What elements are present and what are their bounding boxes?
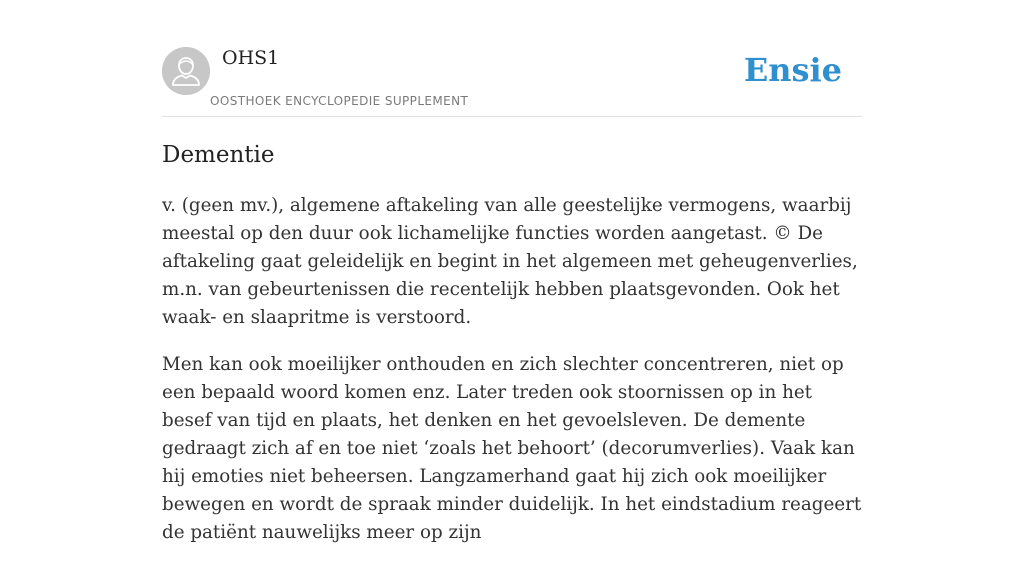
user-icon — [162, 47, 210, 95]
article-body — [162, 192, 864, 566]
article-paragraph: v. (geen mv.), algemene aftakeling van alle geestelijke vermogens, waarbij meestal op den duur ook lichamelijke functies worden aangetast. © De aftakeling gaat geleidelijk en begint in het algemeen met geheugenverlies, m.n. van gebeurtenissen die recentelijk hebben plaatsgevonden. Ook het waak- en slaapritme is verstoord. — [162, 195, 858, 328]
article-title: Dementie — [162, 142, 275, 168]
account-name[interactable]: OHS1 — [222, 47, 280, 69]
article-paragraph: Men kan ook moeilijker onthouden en zich slechter concentreren, niet op een bepaald woord komen enz. Later treden ook stoornissen op in het besef van tijd en plaats, het denken en het gevoelsleven. De demente gedraagt zich af en toe niet ‘zoals het behoort’ (decorumverlies). Vaak kan hij emoties niet beheersen. Langzamerhand gaat hij zich ook moeilijker bewegen en wordt de spraak minder duidelijk. In het eindstadium reageert de patiënt nauwelijks meer op zijn — [162, 354, 862, 543]
avatar[interactable] — [162, 47, 210, 95]
account-subtitle[interactable]: OOSTHOEK ENCYCLOPEDIE SUPPLEMENT — [210, 94, 469, 108]
brand-logo[interactable]: Ensie — [743, 51, 842, 89]
header — [162, 40, 862, 117]
